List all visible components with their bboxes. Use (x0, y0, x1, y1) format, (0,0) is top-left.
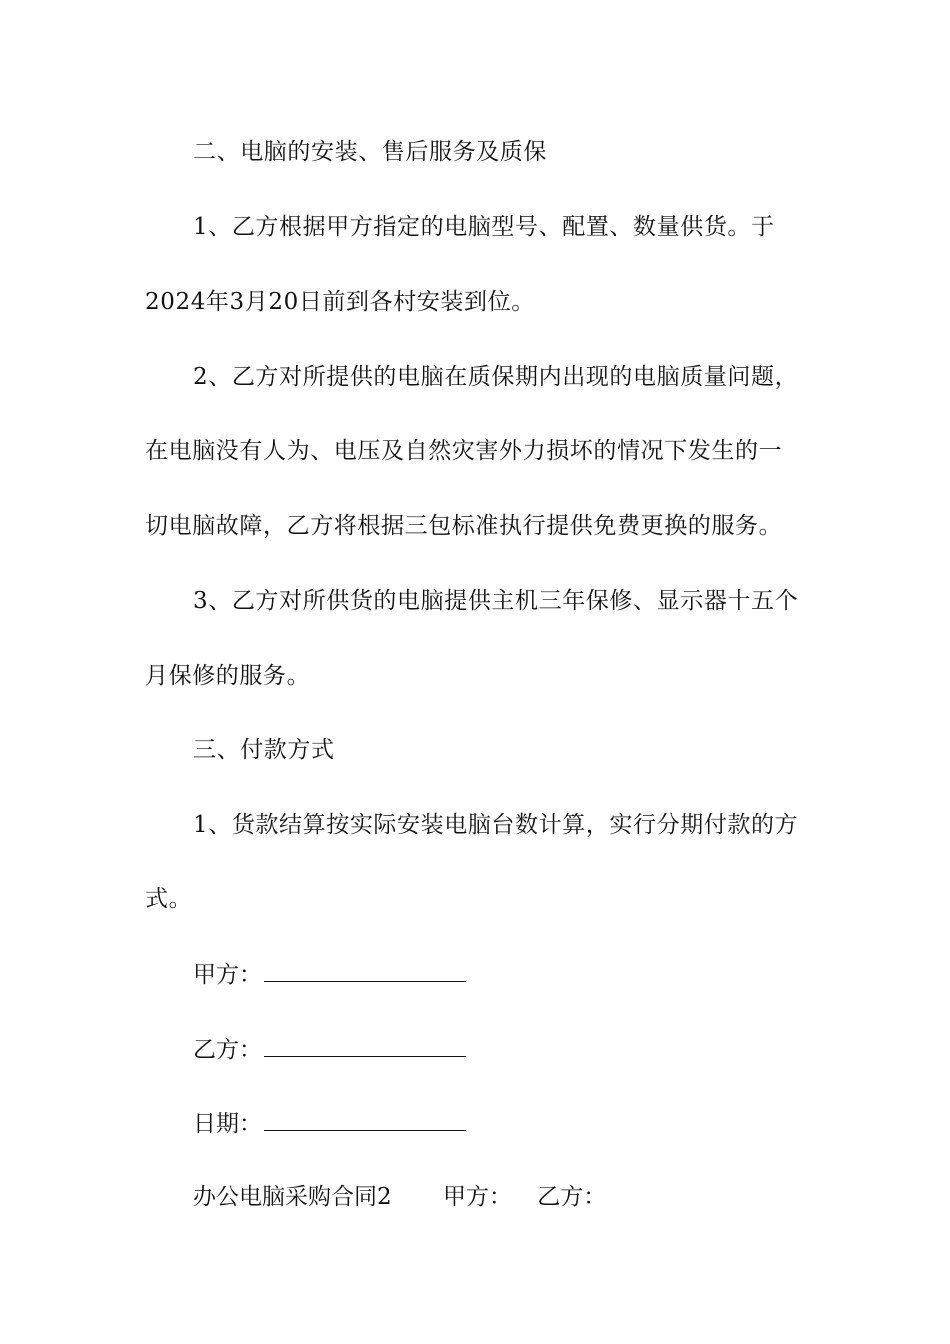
date-signature-row (193, 1108, 466, 1139)
date-signature-blank (264, 1108, 466, 1131)
party-b-label: 乙方： (193, 1037, 262, 1063)
footer-party-b-label: 乙方： (537, 1184, 607, 1210)
party-a-signature-blank (264, 959, 466, 982)
footer-party-a-label: 甲方： (442, 1184, 512, 1210)
section-two-heading: 二、电脑的安装、售后服务及质保 (193, 139, 547, 165)
section-two-item2-line3: 切电脑故障，乙方将根据三包标准执行提供免费更换的服务。 (145, 513, 783, 539)
section-two-item1-line1: 1、乙方根据甲方指定的电脑型号、配置、数量供货。于 (193, 214, 775, 240)
section-three-heading: 三、付款方式 (193, 737, 335, 763)
party-a-signature-row (193, 959, 466, 990)
party-b-signature-row (193, 1034, 466, 1065)
section-two-item3-line2: 月保修的服务。 (145, 663, 311, 689)
section-two-item1-line2: 2024年3月20日前到各村安装到位。 (145, 289, 535, 315)
next-contract-heading-row (193, 1182, 606, 1212)
section-two-item2-line2: 在电脑没有人为、电压及自然灾害外力损坏的情况下发生的一 (145, 438, 783, 464)
party-b-signature-blank (264, 1034, 466, 1057)
section-three-item1-line2: 式。 (145, 886, 193, 912)
date-label: 日期： (193, 1111, 262, 1137)
party-a-label: 甲方： (193, 962, 262, 988)
section-two-item3-line1: 3、乙方对所供货的电脑提供主机三年保修、显示器十五个 (193, 588, 799, 614)
section-three-item1-line1: 1、货款结算按实际安装电脑台数计算，实行分期付款的方 (193, 812, 799, 838)
section-two-item2-line1: 2、乙方对所提供的电脑在质保期内出现的电脑质量问题， (193, 364, 799, 390)
next-contract-title: 办公电脑采购合同2 (193, 1184, 392, 1210)
